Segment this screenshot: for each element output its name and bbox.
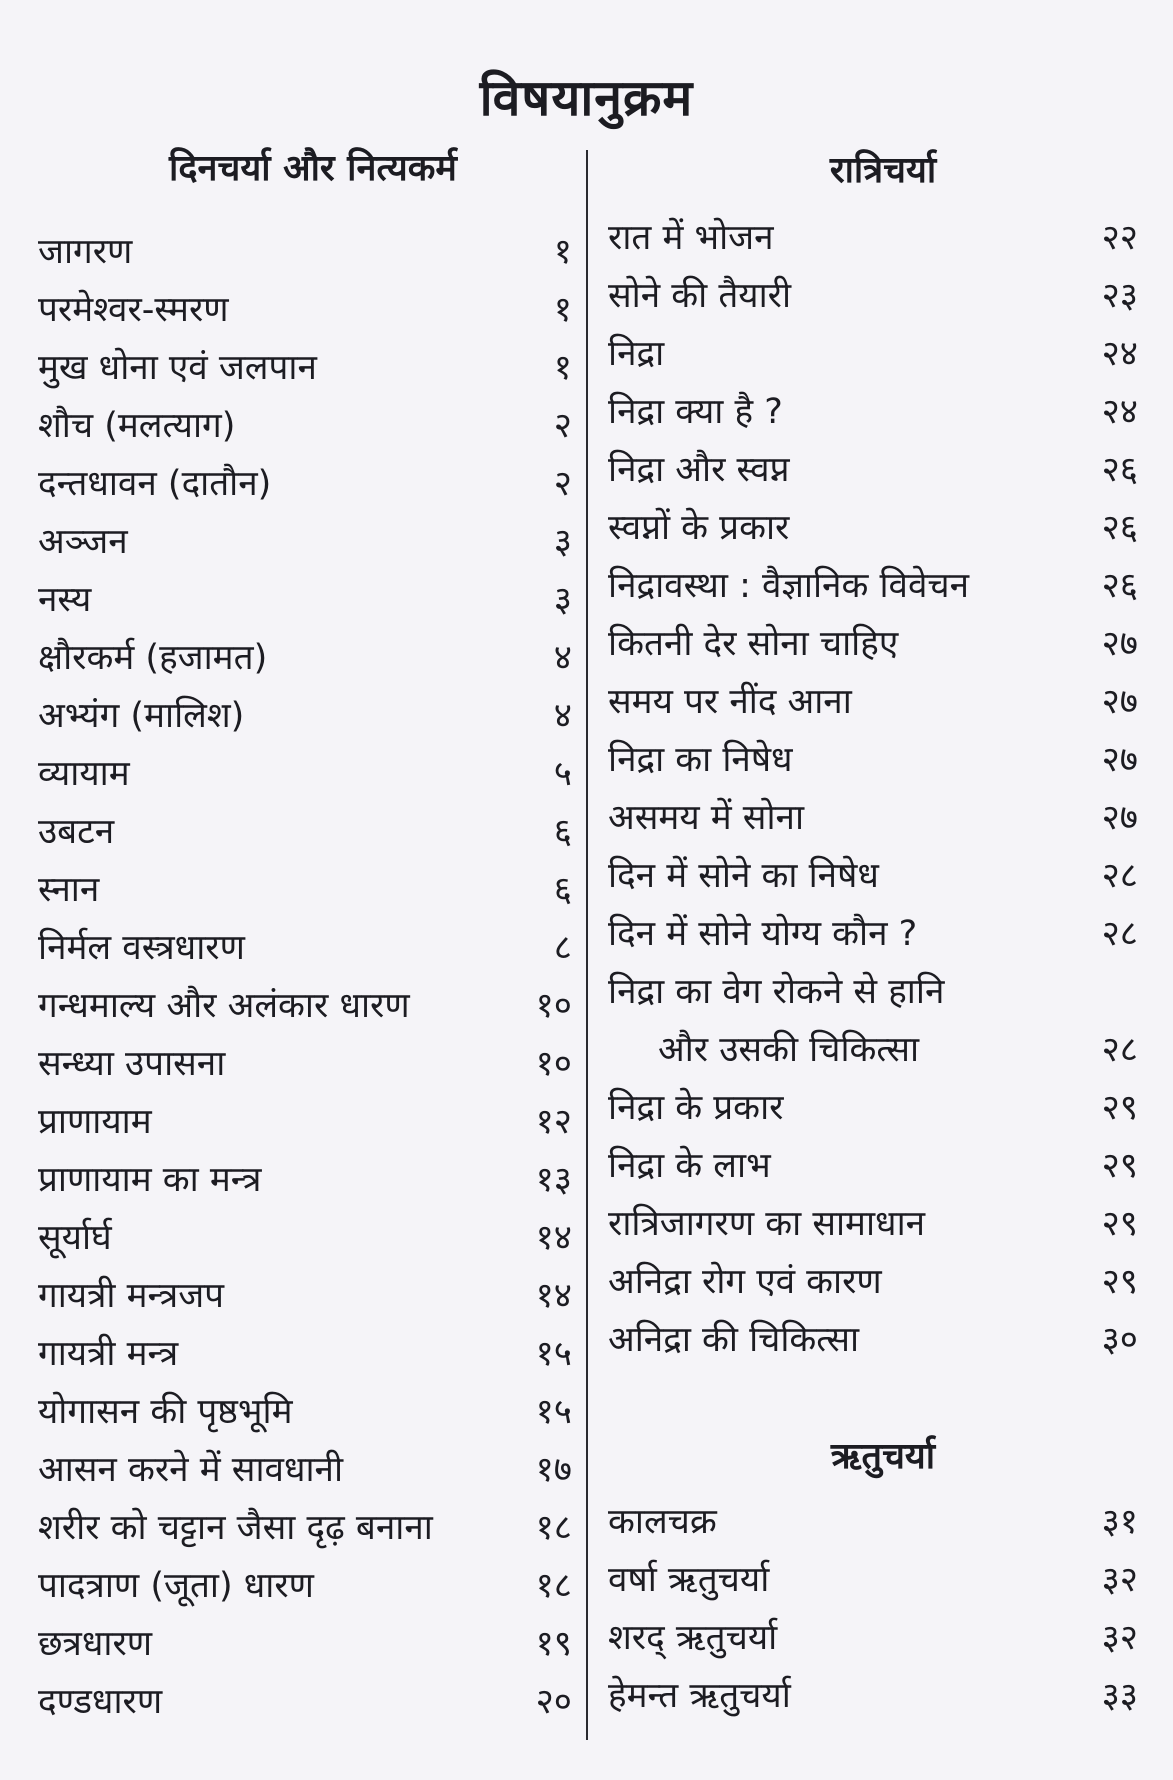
toc-entry-label: स्नान <box>38 869 100 910</box>
toc-entry-page: २६ <box>1101 449 1138 490</box>
toc-entry-page: ३२ <box>1101 1617 1138 1658</box>
toc-entry <box>38 398 572 450</box>
toc-entry-label: निद्रा का वेग रोकने से हानि <box>608 971 945 1012</box>
toc-entry-label: अनिद्रा रोग एवं कारण <box>608 1261 882 1302</box>
toc-entry-label: क्षौरकर्म (हजामत) <box>38 637 268 678</box>
toc-entry-label: रात्रिजागरण का सामाधान <box>608 1203 926 1244</box>
toc-entry-label: निद्रावस्था : वैज्ञानिक विवेचन <box>608 565 970 606</box>
toc-entry <box>608 500 1138 552</box>
toc-entry <box>38 340 572 392</box>
toc-entry <box>38 1384 572 1436</box>
toc-entry <box>608 1610 1138 1662</box>
toc-entry-page: १७ <box>535 1449 572 1490</box>
toc-entry <box>608 558 1138 610</box>
toc-entry <box>38 920 572 972</box>
toc-entry-page: १५ <box>535 1391 572 1432</box>
toc-entry <box>608 964 1138 1016</box>
toc-entry <box>38 862 572 914</box>
toc-entry-label: व्यायाम <box>38 753 130 794</box>
section-heading-seasonal-routine: ऋतुचर्या <box>830 1436 936 1477</box>
toc-entry-label: निद्रा क्या है ? <box>608 391 783 432</box>
toc-entry-page: ३३ <box>1101 1675 1138 1716</box>
toc-entry-page: २९ <box>1101 1087 1138 1128</box>
toc-entry-page: २२ <box>1101 217 1138 258</box>
toc-entry-label: मुख धोना एवं जलपान <box>38 347 317 388</box>
toc-entry-page: २८ <box>1101 1029 1138 1070</box>
toc-entry-label: प्राणायाम <box>38 1101 152 1142</box>
toc-entry-page: १५ <box>535 1333 572 1374</box>
toc-entry-page: १९ <box>535 1623 572 1664</box>
toc-entry <box>38 1616 572 1668</box>
toc-entry-page: ४ <box>553 695 572 736</box>
toc-entry <box>38 978 572 1030</box>
toc-entry-label: सूर्यार्घ <box>38 1217 112 1258</box>
toc-entry-label: दिन में सोने का निषेध <box>608 855 879 896</box>
toc-entry-page: २ <box>553 405 572 446</box>
toc-entry-page: २० <box>535 1681 572 1722</box>
toc-entry-page: ४ <box>553 637 572 678</box>
toc-entry-page: १ <box>553 347 572 388</box>
toc-entry-label: छत्रधारण <box>38 1623 153 1664</box>
toc-entry-page: २३ <box>1101 275 1138 316</box>
toc-entry <box>38 1326 572 1378</box>
toc-entry-label: नस्य <box>38 579 92 620</box>
toc-entry-page: १८ <box>535 1507 572 1548</box>
toc-entry <box>38 514 572 566</box>
toc-entry-page: २९ <box>1101 1145 1138 1186</box>
toc-entry <box>608 442 1138 494</box>
toc-entry-page: २८ <box>1101 855 1138 896</box>
toc-entry-label: दिन में सोने योग्य कौन ? <box>608 913 918 954</box>
toc-entry-label: स्वप्नों के प्रकार <box>608 507 790 548</box>
toc-entry <box>608 326 1138 378</box>
toc-entry-label: निर्मल वस्त्रधारण <box>38 927 245 968</box>
toc-entry <box>38 224 572 276</box>
toc-entry-label: निद्रा का निषेध <box>608 739 793 780</box>
toc-entry-page: १२ <box>535 1101 572 1142</box>
toc-entry-page: ६ <box>553 869 572 910</box>
toc-entry <box>38 1210 572 1262</box>
toc-entry <box>38 746 572 798</box>
toc-entry <box>608 674 1138 726</box>
toc-entry-label: अभ्यंग (मालिश) <box>38 695 245 736</box>
section-heading-night-routine: रात्रिचर्या <box>829 150 937 191</box>
toc-entry-page: ८ <box>553 927 572 968</box>
toc-entry <box>608 848 1138 900</box>
toc-entry-page: २६ <box>1101 507 1138 548</box>
toc-entry-page: २ <box>553 463 572 504</box>
toc-entry-page: १० <box>535 1043 572 1084</box>
toc-entry-page: २७ <box>1101 797 1138 838</box>
toc-entry-label: शौच (मलत्याग) <box>38 405 236 446</box>
toc-entry-page: १४ <box>535 1275 572 1316</box>
toc-entry-page: २४ <box>1101 333 1138 374</box>
toc-entry-label: रात में भोजन <box>608 217 774 258</box>
toc-entry <box>608 732 1138 784</box>
toc-entry-label: समय पर नींद आना <box>608 681 852 722</box>
toc-entry-label: सन्ध्या उपासना <box>38 1043 226 1084</box>
toc-entry <box>608 1022 1138 1074</box>
toc-entry <box>38 688 572 740</box>
toc-entry-label: हेमन्त ऋतुचर्या <box>608 1675 791 1716</box>
toc-entry-label: परमेश्वर-स्मरण <box>38 289 229 330</box>
column-divider <box>586 150 588 1740</box>
toc-entry-label: सोने की तैयारी <box>608 275 792 316</box>
toc-entry-label: निद्रा <box>608 333 665 374</box>
toc-entry-label: कितनी देर सोना चाहिए <box>608 623 899 664</box>
toc-entry <box>38 1036 572 1088</box>
toc-entry <box>38 1152 572 1204</box>
toc-entry <box>608 616 1138 668</box>
toc-entry-label: गन्धमाल्य और अलंकार धारण <box>38 985 410 1026</box>
toc-entry <box>38 1500 572 1552</box>
toc-entry <box>608 1494 1138 1546</box>
toc-entry <box>38 1674 572 1726</box>
toc-entry-label: कालचक्र <box>608 1501 717 1542</box>
toc-entry <box>608 1312 1138 1364</box>
toc-entry-page: १ <box>553 231 572 272</box>
toc-entry-label: निद्रा के लाभ <box>608 1145 771 1186</box>
toc-entry-label: और उसकी चिकित्सा <box>658 1029 920 1070</box>
toc-entry <box>38 1094 572 1146</box>
toc-entry <box>608 268 1138 320</box>
toc-entry-page: २७ <box>1101 623 1138 664</box>
toc-entry-page: ५ <box>553 753 572 794</box>
section-heading-daily-routine: दिनचर्या और नित्यकर्म <box>169 148 457 189</box>
toc-entry <box>608 906 1138 958</box>
toc-entry-label: दण्डधारण <box>38 1681 163 1722</box>
toc-entry-page: ३२ <box>1101 1559 1138 1600</box>
toc-entry <box>38 1558 572 1610</box>
toc-entry-label: दन्तधावन (दातौन) <box>38 463 272 504</box>
toc-entry-page: २४ <box>1101 391 1138 432</box>
toc-entry <box>38 572 572 624</box>
toc-entry-label: अञ्जन <box>38 521 128 562</box>
toc-entry-page: ३ <box>553 579 572 620</box>
toc-entry-label: शरीर को चट्टान जैसा दृढ़ बनाना <box>38 1507 433 1548</box>
toc-entry <box>38 282 572 334</box>
toc-entry-label: निद्रा और स्वप्न <box>608 449 790 490</box>
toc-entry-label: निद्रा के प्रकार <box>608 1087 784 1128</box>
toc-entry <box>38 456 572 508</box>
toc-entry-label: उबटन <box>38 811 115 852</box>
toc-entry <box>608 210 1138 262</box>
toc-entry-page: ३० <box>1101 1319 1138 1360</box>
toc-entry-label: प्राणायाम का मन्त्र <box>38 1159 262 1200</box>
toc-entry-page: १० <box>535 985 572 1026</box>
toc-entry-label: जागरण <box>38 231 133 272</box>
page-title: विषयानुक्रम <box>479 69 694 127</box>
toc-entry-page: २८ <box>1101 913 1138 954</box>
toc-entry-label: असमय में सोना <box>608 797 805 838</box>
toc-entry <box>608 384 1138 436</box>
toc-entry <box>38 1268 572 1320</box>
toc-entry <box>38 630 572 682</box>
toc-entry <box>608 1552 1138 1604</box>
toc-entry-page: २६ <box>1101 565 1138 606</box>
toc-entry <box>608 1668 1138 1720</box>
toc-entry <box>608 790 1138 842</box>
toc-entry-page: १ <box>553 289 572 330</box>
toc-entry <box>38 1442 572 1494</box>
toc-entry-page: १८ <box>535 1565 572 1606</box>
toc-entry <box>608 1138 1138 1190</box>
toc-entry-page: १३ <box>535 1159 572 1200</box>
toc-entry-label: अनिद्रा की चिकित्सा <box>608 1319 860 1360</box>
toc-entry-label: वर्षा ऋतुचर्या <box>608 1559 770 1600</box>
toc-entry-label: पादत्राण (जूता) धारण <box>38 1565 314 1606</box>
toc-entry-page: २७ <box>1101 681 1138 722</box>
toc-entry-label: गायत्री मन्त्र <box>38 1333 179 1374</box>
toc-entry-label: शरद् ऋतुचर्या <box>608 1617 778 1658</box>
toc-entry <box>608 1254 1138 1306</box>
toc-entry-page: ६ <box>553 811 572 852</box>
toc-entry-page: २९ <box>1101 1261 1138 1302</box>
toc-entry <box>38 804 572 856</box>
toc-entry <box>608 1080 1138 1132</box>
toc-entry-page: २९ <box>1101 1203 1138 1244</box>
toc-entry-page: १४ <box>535 1217 572 1258</box>
toc-entry-page: ३ <box>553 521 572 562</box>
toc-entry <box>608 1196 1138 1248</box>
toc-entry-label: गायत्री मन्त्रजप <box>38 1275 225 1316</box>
toc-entry-page: २७ <box>1101 739 1138 780</box>
toc-entry-label: आसन करने में सावधानी <box>38 1449 344 1490</box>
toc-entry-label: योगासन की पृष्ठभूमि <box>38 1391 293 1432</box>
toc-entry-page: ३१ <box>1101 1501 1138 1542</box>
